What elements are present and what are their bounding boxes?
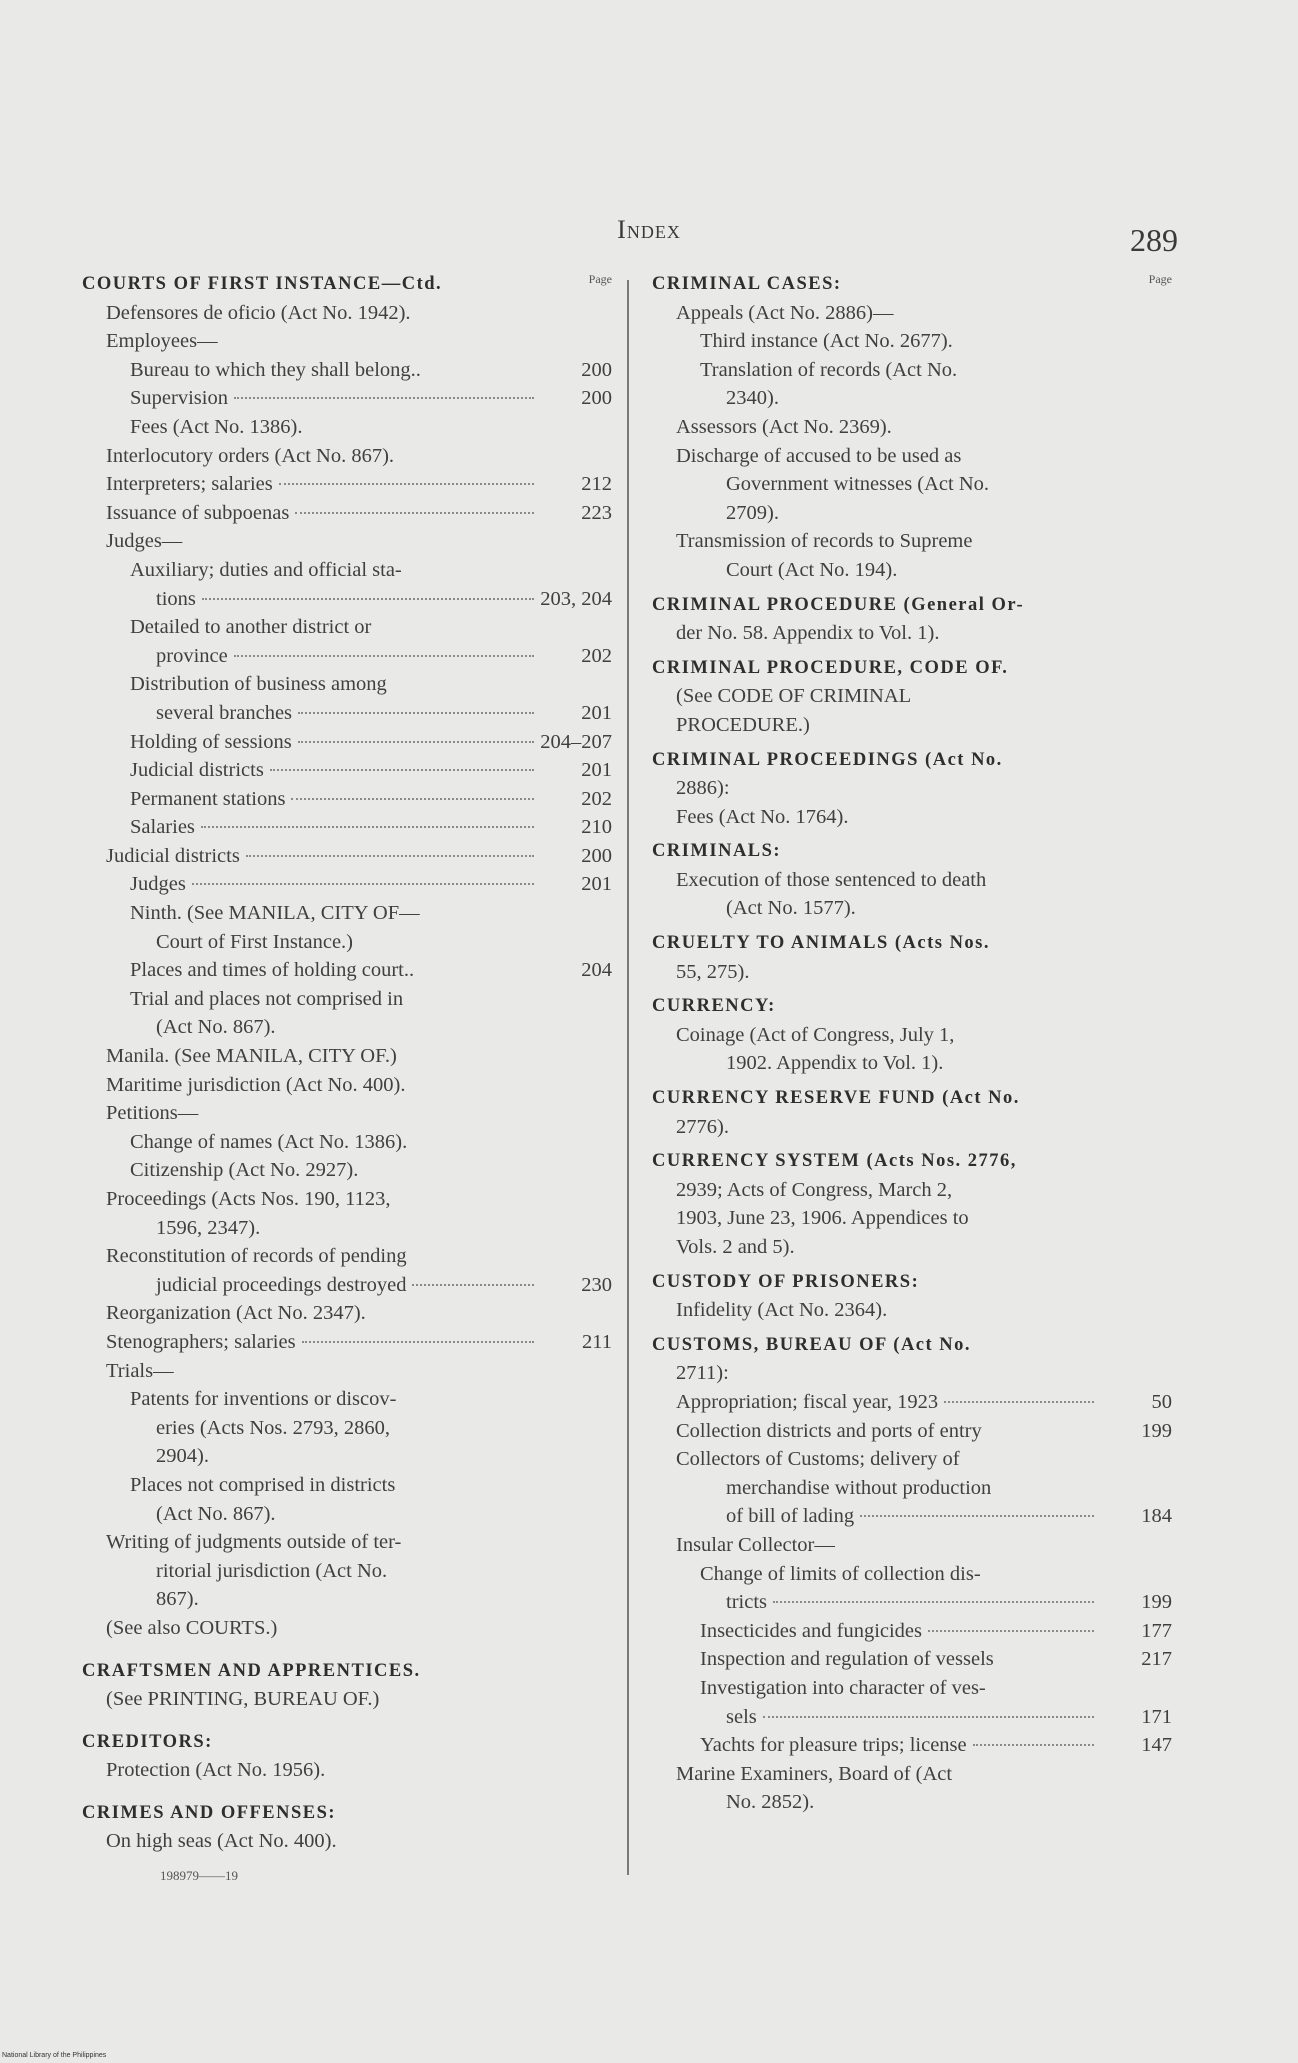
entry-text: Appeals (Act No. 2886)— [676,301,894,324]
index-heading [82,270,612,299]
index-entry [652,327,1172,356]
entry-page-number: 199 [1141,1419,1172,1442]
index-entry [82,1071,612,1100]
entry-text: Judicial districts [130,759,264,782]
index-heading [652,1147,1172,1176]
right-index-column [652,270,1172,1817]
entry-text: 2939; Acts of Congress, March 2, [676,1178,953,1201]
entry-text: CRIMINAL PROCEDURE (General Or- [652,594,1025,615]
index-entry [652,1021,1172,1050]
entry-text: 2904). [156,1445,209,1468]
entry-text: ritorial jurisdiction (Act No. [156,1559,388,1582]
entry-text: Citizenship (Act No. 2927). [130,1159,359,1182]
entry-text: CRAFTSMEN AND APPRENTICES. [82,1660,421,1681]
entry-text: CRIMINAL PROCEDURE, CODE OF. [652,657,1009,678]
entry-text: Interpreters; salaries [106,473,273,496]
entry-text: COURTS OF FIRST INSTANCE—Ctd. [82,274,443,294]
entry-text: Maritime jurisdiction (Act No. 400). [106,1073,406,1096]
entry-page-number: 177 [1141,1619,1172,1642]
entry-text: CURRENCY: [652,996,776,1017]
running-head-title: Index [617,215,681,244]
index-entry [82,728,612,757]
entry-page-number: 201 [581,759,612,782]
entry-text: province [156,644,228,667]
index-heading [652,1268,1172,1297]
entry-text: Collection districts and ports of entry [676,1419,982,1442]
printer-signature: 198979——19 [160,1868,238,1883]
entry-text: Judges— [106,530,183,553]
entry-page-number: 223 [581,501,612,524]
index-entry [652,1445,1172,1474]
index-entry [652,1474,1172,1503]
entry-page-number: 203, 204 [540,587,612,610]
entry-text: Fees (Act No. 1764). [676,805,849,828]
dot-leader [234,397,534,399]
entry-text: Places and times of holding court.. [130,959,415,982]
entry-text: 1903, June 23, 1906. Appendices to [676,1207,969,1230]
index-entry [82,1827,612,1856]
entry-text: CURRENCY RESERVE FUND (Act No. [652,1088,1020,1109]
index-entry [82,1357,612,1386]
index-entry [82,1557,612,1586]
entry-text: (See PRINTING, BUREAU OF.) [106,1688,380,1711]
entry-spacer [82,1714,612,1728]
entry-text: 2711): [676,1362,729,1385]
entry-text: Marine Examiners, Board of (Act [676,1762,953,1785]
index-entry [652,499,1172,528]
index-entry [82,1585,612,1614]
entry-text: several branches [156,701,293,724]
entry-text: Coinage (Act of Congress, July 1, [676,1023,955,1046]
entry-page-number: 171 [1141,1705,1172,1728]
index-entry [82,585,612,614]
entry-text: 867). [156,1588,199,1611]
index-entry [82,1528,612,1557]
entry-text: Investigation into character of ves- [700,1676,986,1699]
index-entry [82,1471,612,1500]
dot-leader [202,598,534,600]
entry-text: Insular Collector— [676,1533,835,1556]
index-entry [652,1049,1172,1078]
entry-text: CUSTODY OF PRISONERS: [652,1271,920,1292]
entry-text: judicial proceedings destroyed [156,1273,407,1296]
entry-page-number: 184 [1141,1505,1172,1528]
entry-text: Places not comprised in districts [130,1473,396,1496]
entry-text: Judicial districts [106,844,240,867]
entry-text: (Act No. 1577). [726,897,856,920]
index-heading [652,591,1172,620]
index-entry [652,866,1172,895]
dot-leader [234,655,534,657]
dot-leader [973,1744,1094,1746]
entry-text: Auxiliary; duties and official sta- [130,558,402,581]
index-entry [652,1296,1172,1325]
index-entry [82,556,612,585]
entry-text: eries (Acts Nos. 2793, 2860, [156,1416,391,1439]
entry-text: tions [156,587,196,610]
index-heading [652,746,1172,775]
index-entry [652,682,1172,711]
left-index-lines [82,270,612,1856]
index-entry [652,299,1172,328]
index-entry [82,1271,612,1300]
index-entry [82,1099,612,1128]
entry-page-number: 200 [581,358,612,381]
entry-text: Supervision [130,387,228,410]
entry-text: Manila. (See MANILA, CITY OF.) [106,1045,397,1068]
index-entry [652,1617,1172,1646]
entry-text: Insecticides and fungicides [700,1619,923,1642]
entry-text: Employees— [106,330,218,353]
index-entry [82,1242,612,1271]
entry-text: of bill of lading [726,1505,855,1528]
column-divider [627,280,629,1875]
entry-text: 1902. Appendix to Vol. 1). [726,1052,944,1075]
entry-text: Reorganization (Act No. 2347). [106,1302,366,1325]
entry-text: Collectors of Customs; delivery of [676,1448,960,1471]
index-entry [652,1588,1172,1617]
entry-page-number: 199 [1141,1591,1172,1614]
index-entry [82,1414,612,1443]
index-entry [652,619,1172,648]
index-entry [82,356,612,385]
index-entry [82,613,612,642]
entry-text: 2776). [676,1115,729,1138]
entry-text: Writing of judgments outside of ter- [106,1531,402,1554]
index-entry [652,556,1172,585]
entry-page-number: 210 [581,816,612,839]
entry-text: Transmission of records to Supreme [676,530,973,553]
index-entry [652,1731,1172,1760]
entry-text: CUSTOMS, BUREAU OF (Act No. [652,1334,972,1355]
index-entry [82,1500,612,1529]
entry-text: Inspection and regulation of vessels [700,1648,994,1671]
index-entry [82,813,612,842]
index-heading [652,654,1172,683]
entry-text: Issuance of subpoenas [106,501,290,524]
index-entry [652,1674,1172,1703]
index-entry [652,958,1172,987]
index-entry [652,1233,1172,1262]
entry-text: Court (Act No. 194). [726,558,898,581]
entry-spacer [82,1785,612,1799]
index-entry [82,870,612,899]
entry-text: Yachts for pleasure trips; license [700,1734,967,1757]
index-entry [652,711,1172,740]
entry-text: 2886): [676,777,730,800]
entry-text: Detailed to another district or [130,616,372,639]
index-entry [82,1385,612,1414]
entry-text: (See also COURTS.) [106,1616,278,1639]
index-entry [652,356,1172,385]
dot-leader [763,1716,1094,1718]
entry-text: merchandise without production [726,1476,992,1499]
index-entry [652,1176,1172,1205]
entry-text: CRIMES AND OFFENSES: [82,1802,337,1823]
entry-text: Vols. 2 and 5). [676,1236,795,1258]
index-heading [652,992,1172,1021]
entry-text: Reconstitution of records of pending [106,1245,407,1268]
entry-text: Bureau to which they shall belong.. [130,358,421,381]
entry-text: Infidelity (Act No. 2364). [676,1299,888,1322]
entry-text: Execution of those sentenced to death [676,868,987,891]
index-entry [82,928,612,957]
index-entry [82,956,612,985]
entry-text: Judges [130,873,186,896]
entry-text: CRIMINALS: [652,841,782,862]
index-entry [652,527,1172,556]
entry-text: CRIMINAL CASES: [652,274,842,294]
index-entry [652,1760,1172,1789]
index-entry [82,842,612,871]
index-entry [82,384,612,413]
entry-page-number: 202 [581,644,612,667]
index-entry [652,1703,1172,1732]
entry-text: sels [726,1705,757,1728]
entry-text: tricts [726,1591,767,1614]
index-entry [652,442,1172,471]
entry-text: Assessors (Act No. 2369). [676,415,892,438]
index-entry [82,499,612,528]
dot-leader [270,769,534,771]
index-entry [652,1645,1172,1674]
entry-text: Translation of records (Act No. [700,358,958,381]
index-entry [82,327,612,356]
index-heading [652,1331,1172,1360]
entry-text: No. 2852). [726,1791,815,1814]
index-entry [82,1013,612,1042]
entry-text: CRUELTY TO ANIMALS (Acts Nos. [652,933,991,954]
entry-text: PROCEDURE.) [676,713,810,736]
index-entry [652,1388,1172,1417]
dot-leader [298,712,534,714]
index-entry [82,1328,612,1357]
index-entry [82,1299,612,1328]
entry-page-number: 201 [581,701,612,724]
page-column-label: Page [1148,272,1172,286]
entry-text: Protection (Act No. 1956). [106,1759,326,1782]
entry-page-number: 202 [581,787,612,810]
index-entry [652,1204,1172,1233]
index-entry [652,1417,1172,1446]
dot-leader [944,1401,1094,1403]
entry-page-number: 204 [581,959,612,982]
dot-leader [298,741,534,743]
entry-text: Discharge of accused to be used as [676,444,962,467]
dot-leader [201,826,534,828]
index-entry [652,1113,1172,1142]
index-entry [82,1442,612,1471]
entry-text: Salaries [130,816,195,839]
index-entry [82,1042,612,1071]
index-entry [82,1185,612,1214]
entry-text: Third instance (Act No. 2677). [700,330,953,353]
entry-text: CURRENCY SYSTEM (Acts Nos. 2776, [652,1151,1017,1172]
index-entry [82,413,612,442]
entry-page-number: 50 [1151,1390,1172,1413]
entry-text: (See CODE OF CRIMINAL [676,685,912,708]
index-entry [82,670,612,699]
entry-text: CREDITORS: [82,1731,213,1752]
dot-leader [928,1630,1094,1632]
index-entry [82,1128,612,1157]
entry-text: 2340). [726,387,779,410]
dot-leader [295,512,534,514]
entry-text: 2709). [726,501,779,524]
index-entry [652,470,1172,499]
entry-text: Trials— [106,1359,174,1382]
entry-text: Change of limits of collection dis- [700,1562,981,1585]
index-entry [82,1685,612,1714]
index-entry [82,985,612,1014]
entry-text: Ninth. (See MANILA, CITY OF— [130,902,420,925]
index-entry [652,413,1172,442]
entry-page-number: 217 [1141,1648,1172,1671]
index-entry [82,1214,612,1243]
index-entry [82,1156,612,1185]
right-index-lines [652,270,1172,1817]
index-heading [82,1799,612,1828]
entry-page-number: 211 [582,1330,612,1353]
entry-text: On high seas (Act No. 400). [106,1830,337,1853]
dot-leader [302,1341,534,1343]
index-entry [82,299,612,328]
index-entry [82,1756,612,1785]
entry-text: (Act No. 867). [156,1016,276,1039]
index-entry [82,1614,612,1643]
entry-page-number: 200 [581,387,612,410]
index-heading [652,837,1172,866]
index-entry [652,1560,1172,1589]
index-heading [82,1657,612,1686]
index-entry [82,527,612,556]
index-entry [652,803,1172,832]
entry-text: Fees (Act No. 1386). [130,415,303,438]
page-column-label: Page [588,272,612,286]
index-entry [652,894,1172,923]
index-entry [652,384,1172,413]
entry-page-number: 200 [581,844,612,867]
dot-leader [291,798,534,800]
index-heading [652,1084,1172,1113]
index-heading [652,270,1172,299]
entry-text: Permanent stations [130,787,286,810]
index-entry [652,1502,1172,1531]
index-entry [82,785,612,814]
entry-page-number: 147 [1141,1734,1172,1757]
index-heading [82,1728,612,1757]
entry-text: Patents for inventions or discov- [130,1388,397,1411]
entry-text: Court of First Instance.) [156,930,353,953]
entry-text: Appropriation; fiscal year, 1923 [676,1390,939,1413]
entry-text: Interlocutory orders (Act No. 867). [106,444,395,467]
index-entry [82,899,612,928]
entry-spacer [82,1643,612,1657]
dot-leader [279,483,534,485]
index-entry [82,470,612,499]
index-entry [82,699,612,728]
page-number: 289 [1130,222,1178,258]
entry-text: Defensores de oficio (Act No. 1942). [106,301,411,324]
index-entry [82,642,612,671]
entry-text: Holding of sessions [130,730,292,753]
index-heading [652,929,1172,958]
entry-text: 55, 275). [676,960,750,983]
entry-page-number: 201 [581,873,612,896]
entry-text: Stenographers; salaries [106,1330,296,1353]
index-entry [82,756,612,785]
dot-leader [192,883,534,885]
entry-text: Proceedings (Acts Nos. 190, 1123, [106,1188,391,1210]
entry-text: Government witnesses (Act No. [726,473,990,496]
index-entry [652,1788,1172,1817]
index-entry [652,1531,1172,1560]
dot-leader [773,1601,1094,1603]
entry-text: Distribution of business among [130,673,387,696]
scan-credit: National Library of the Philippines [2,2052,107,2059]
entry-text: Petitions— [106,1102,199,1125]
entry-page-number: 212 [581,473,612,496]
entry-page-number: 230 [581,1273,612,1296]
entry-text: Change of names (Act No. 1386). [130,1130,408,1153]
dot-leader [860,1515,1094,1517]
dot-leader [246,855,534,857]
index-entry [652,774,1172,803]
index-entry [652,1359,1172,1388]
entry-text: der No. 58. Appendix to Vol. 1). [676,622,940,645]
entry-text: Trial and places not comprised in [130,987,404,1010]
entry-text: (Act No. 867). [156,1502,276,1525]
index-entry [82,442,612,471]
left-index-column [82,270,612,1856]
dot-leader [412,1284,534,1286]
entry-text: CRIMINAL PROCEEDINGS (Act No. [652,749,1003,770]
entry-text: 1596, 2347). [156,1216,261,1239]
entry-page-number: 204–207 [540,730,612,753]
